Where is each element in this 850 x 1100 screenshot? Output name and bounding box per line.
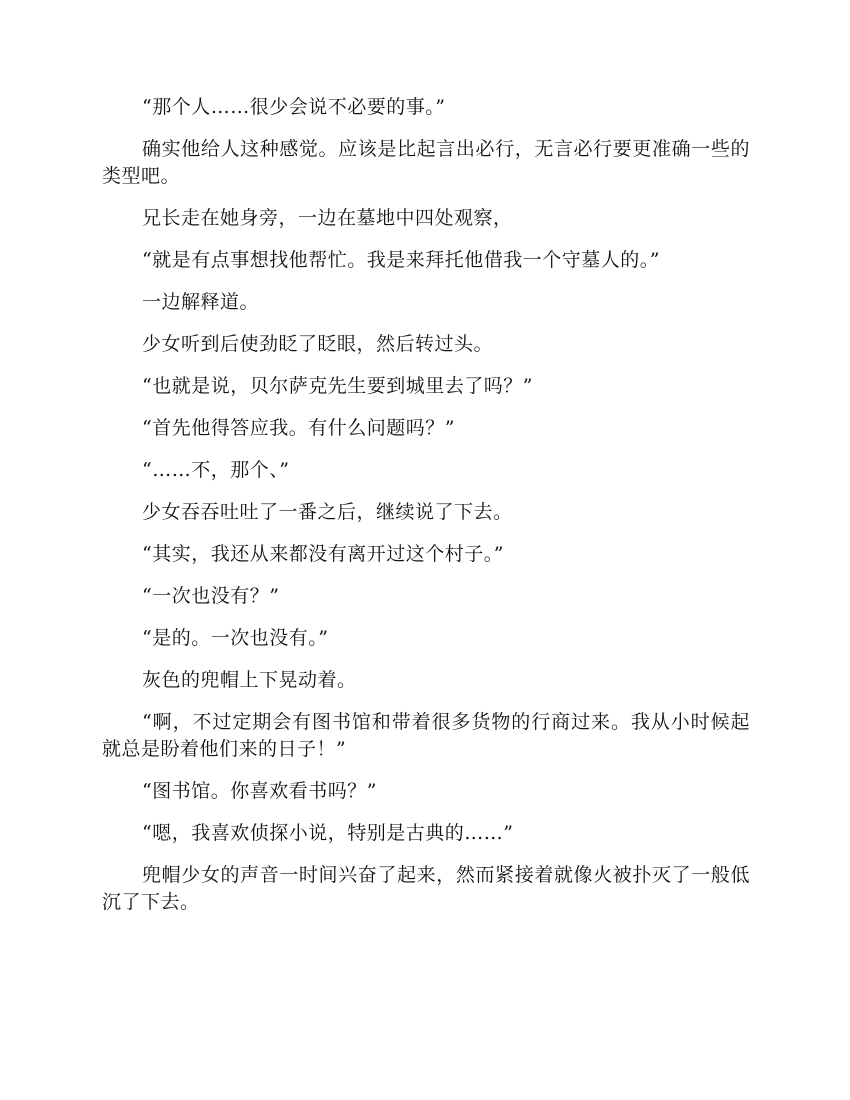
paragraph: 兄长走在她身旁，一边在墓地中四处观察， <box>142 207 513 229</box>
document-page <box>102 94 750 931</box>
paragraph: “其实，我还从来都没有离开过这个村子。” <box>142 543 504 565</box>
paragraph: “嗯，我喜欢侦探小说，特别是古典的……” <box>142 822 514 844</box>
paragraph: “那个人……很少会说不必要的事。” <box>142 96 446 118</box>
paragraph: “也就是说，贝尔萨克先生要到城里去了吗？” <box>142 375 533 397</box>
paragraph: “图书馆。你喜欢看书吗？” <box>142 780 377 802</box>
paragraph: 确实他给人这种感觉。应该是比起言出必行，无言必行要更准确一些的类型吧。 <box>102 138 750 187</box>
paragraph: “啊，不过定期会有图书馆和带着很多货物的行商过来。我从小时候起就总是盼着他们来的日子！” <box>102 711 750 760</box>
paragraph: 一边解释道。 <box>142 291 260 313</box>
paragraph: “首先他得答应我。有什么问题吗？” <box>142 417 455 439</box>
paragraph: 少女吞吞吐吐了一番之后，继续说了下去。 <box>142 501 513 523</box>
paragraph: 兜帽少女的声音一时间兴奋了起来，然而紧接着就像火被扑灭了一般低沉了下去。 <box>102 864 750 913</box>
paragraph: “……不，那个、” <box>142 459 290 481</box>
paragraph: 灰色的兜帽上下晃动着。 <box>142 669 357 691</box>
paragraph: “一次也没有？” <box>142 585 280 607</box>
paragraph: “就是有点事想找他帮忙。我是来拜托他借我一个守墓人的。” <box>142 249 660 271</box>
paragraph: “是的。一次也没有。” <box>142 627 329 649</box>
paragraph: 少女听到后使劲眨了眨眼，然后转过头。 <box>142 333 494 355</box>
